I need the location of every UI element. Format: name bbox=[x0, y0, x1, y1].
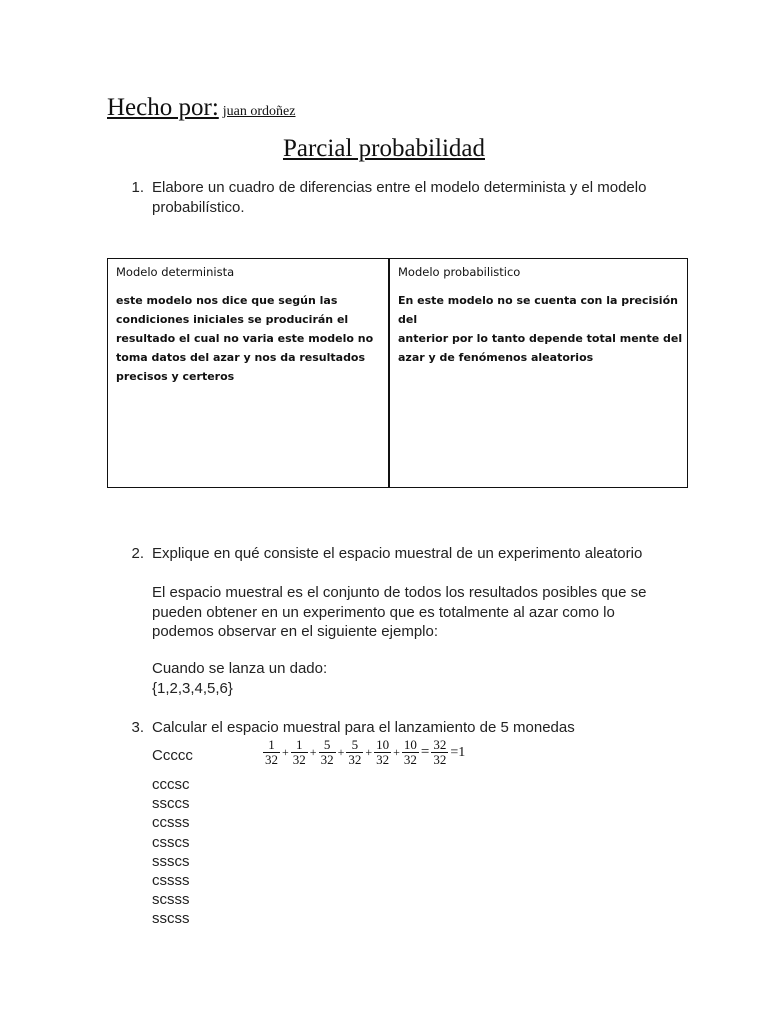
q1-number: 1. bbox=[131, 179, 144, 196]
fraction-denominator: 32 bbox=[348, 752, 362, 767]
table-header-determinista: Modelo determinista bbox=[116, 265, 235, 279]
q2-text: Explique en qué consiste el espacio muestral de un experimento aleatorio bbox=[152, 545, 643, 562]
fraction bbox=[374, 738, 391, 767]
answer-line: pueden obtener en un experimento que es totalmente al azar como lo bbox=[152, 603, 615, 621]
q2-example bbox=[152, 659, 327, 698]
comparison-table bbox=[107, 258, 688, 488]
table-line: precisos y certeros bbox=[116, 370, 235, 383]
outcome-item: ccsss bbox=[152, 814, 190, 832]
example-line: Cuando se lanza un dado: bbox=[152, 660, 328, 677]
fraction-denominator: 32 bbox=[433, 752, 447, 767]
q2-answer bbox=[152, 583, 692, 642]
outcome-item: sscss bbox=[152, 910, 190, 928]
fraction-numerator: 1 bbox=[268, 737, 275, 752]
q3-number: 3. bbox=[131, 719, 144, 736]
fraction-numerator: 10 bbox=[403, 737, 417, 752]
q1-text: Elabore un cuadro de diferencias entre el modelo determinista y el modelo probabilístico. bbox=[152, 179, 647, 216]
fraction-denominator: 32 bbox=[376, 752, 390, 767]
plus-sign: + bbox=[337, 745, 345, 759]
fraction-numerator: 32 bbox=[433, 737, 447, 752]
table-line: este modelo nos dice que según las bbox=[116, 294, 338, 307]
fraction-numerator: 5 bbox=[351, 737, 359, 752]
table-cell-determinista bbox=[116, 291, 382, 386]
plus-sign: + bbox=[282, 745, 289, 759]
outcome-item: ssscs bbox=[152, 852, 190, 870]
fraction bbox=[263, 738, 280, 767]
table-line: anterior por lo tanto depende total mente del bbox=[398, 332, 683, 345]
fraction-denominator: 32 bbox=[403, 752, 417, 767]
q2-number: 2. bbox=[131, 545, 144, 562]
answer-line: El espacio muestral es el conjunto de todos los resultados posibles que se bbox=[152, 584, 647, 601]
table-line: azar y de fenómenos aleatorios bbox=[398, 351, 594, 364]
fraction bbox=[346, 738, 363, 767]
outcome-item: cssss bbox=[152, 872, 190, 890]
outcome-list bbox=[152, 775, 190, 929]
first-outcome: Ccccc bbox=[152, 747, 193, 764]
outcome-item: cccsc bbox=[152, 776, 190, 793]
fraction bbox=[319, 738, 336, 767]
fraction-denominator: 32 bbox=[292, 752, 306, 767]
outcome-item: csscs bbox=[152, 833, 190, 851]
plus-sign: + bbox=[309, 745, 317, 759]
outcome-item: scsss bbox=[152, 891, 190, 909]
fraction-numerator: 1 bbox=[296, 737, 303, 752]
fraction-numerator: 5 bbox=[323, 737, 331, 752]
example-set: {1,2,3,4,5,6} bbox=[152, 679, 233, 697]
fraction-denominator: 32 bbox=[265, 752, 278, 767]
outcome-item: ssccs bbox=[152, 795, 190, 813]
table-header-probabilistico: Modelo probabilistico bbox=[398, 265, 521, 279]
fraction-sum bbox=[262, 738, 466, 767]
fraction-denominator: 32 bbox=[320, 752, 334, 767]
table-cell-probabilistico bbox=[398, 291, 686, 367]
author-line bbox=[107, 94, 295, 122]
author-label: Hecho por: bbox=[107, 94, 219, 121]
result-fraction bbox=[431, 738, 448, 767]
table-line: resultado el cual no varia este modelo no bbox=[116, 332, 374, 345]
fraction bbox=[402, 738, 419, 767]
plus-sign: + bbox=[393, 745, 400, 759]
table-divider bbox=[388, 259, 390, 487]
fraction bbox=[291, 738, 308, 767]
answer-line: podemos observar en el siguiente ejemplo: bbox=[152, 623, 439, 640]
table-line: En este modelo no se cuenta con la precisión del bbox=[398, 294, 678, 326]
table-line: toma datos del azar y nos da resultados bbox=[116, 351, 366, 364]
equals-sign: = bbox=[420, 744, 430, 760]
q3-text: Calcular el espacio muestral para el lanzamiento de 5 monedas bbox=[152, 719, 575, 736]
fraction-numerator: 10 bbox=[376, 737, 390, 752]
author-name: juan ordoñez bbox=[222, 104, 296, 119]
plus-sign: + bbox=[365, 745, 373, 759]
table-line: condiciones iniciales se producirán el bbox=[116, 313, 349, 326]
document-title-text: Parcial probabilidad bbox=[282, 135, 485, 162]
document-title bbox=[0, 135, 768, 163]
result-value: =1 bbox=[450, 744, 466, 760]
